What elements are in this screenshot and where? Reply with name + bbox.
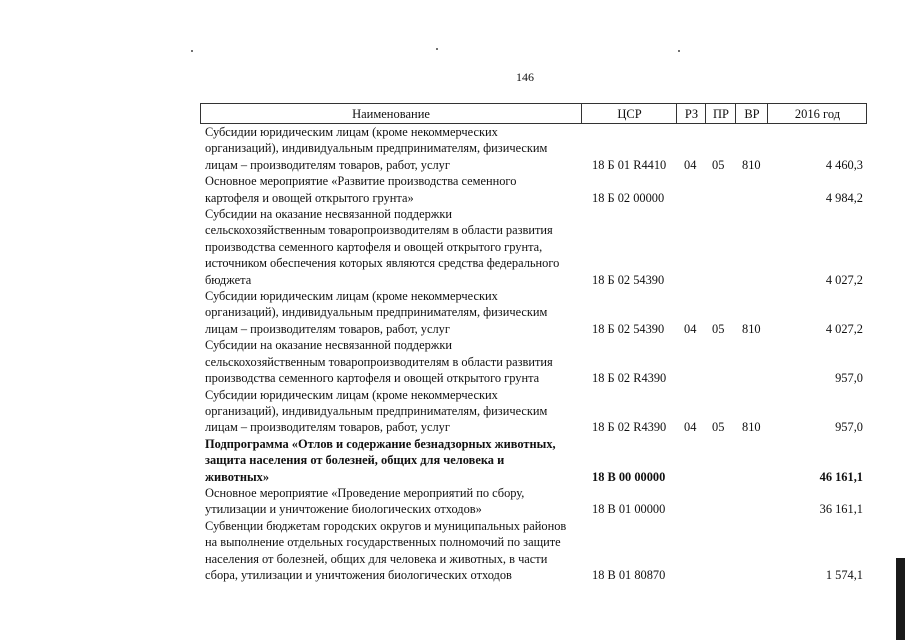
scan-speck (191, 50, 193, 52)
page-number: 146 (516, 70, 534, 84)
row-name-line: лицам – производителям товаров, работ, услуг (205, 420, 450, 435)
row-name-line: Подпрограмма «Отлов и содержание безнадзорных животных, (205, 436, 556, 451)
row-sum: 957,0 (835, 420, 863, 435)
row-name-line: Основное мероприятие «Проведение мероприятий по сбору, (205, 485, 525, 500)
row-sum: 4 984,2 (825, 190, 863, 205)
row-sum: 4 460,3 (825, 157, 863, 172)
row-rz: 04 (684, 321, 697, 336)
row-name (205, 173, 583, 206)
row-vr: 810 (742, 321, 761, 336)
table-row (0, 337, 905, 386)
row-name-line: лицам – производителям товаров, работ, услуг (205, 157, 450, 172)
row-name-line: на выполнение отдельных государственных полномочий по защите (205, 535, 561, 550)
row-name-line: бюджета (205, 272, 252, 287)
header-csr: ЦСР (581, 104, 677, 123)
row-sum: 957,0 (835, 371, 863, 386)
row-rz: 04 (684, 420, 697, 435)
row-name (205, 485, 583, 518)
row-name (205, 518, 583, 584)
row-sum: 4 027,2 (825, 321, 863, 336)
row-name (205, 206, 583, 288)
row-name-line: Субсидии юридическим лицам (кроме некоммерческих (205, 289, 498, 304)
header-year: 2016 год (767, 104, 867, 123)
row-name-line: населения от болезней, общих для человека и животных, в части (205, 551, 548, 566)
row-name (205, 337, 583, 386)
row-name-line: сельскохозяйственным товаропроизводителям в области развития (205, 223, 553, 238)
header-name: Наименование (352, 107, 430, 121)
row-code: 18 Б 02 00000 (592, 190, 665, 205)
row-name (205, 436, 583, 485)
row-name-line: Субсидии юридическим лицам (кроме некоммерческих (205, 387, 498, 402)
row-name-line: животных» (205, 469, 270, 484)
header-vr: ВР (735, 104, 768, 123)
row-name-line: Субсидии на оказание несвязанной поддержки (205, 207, 452, 222)
row-name-line: лицам – производителям товаров, работ, услуг (205, 321, 450, 336)
table-row (0, 387, 905, 436)
row-sum: 4 027,2 (825, 272, 863, 287)
table-row (0, 288, 905, 337)
row-name-line: утилизации и уничтожение биологических отходов» (205, 502, 482, 517)
row-code: 18 В 01 00000 (592, 502, 666, 517)
row-vr: 810 (742, 157, 761, 172)
row-name-line: сбора, утилизации и уничтожения биологических отходов (205, 567, 512, 582)
row-name-line: Субсидии юридическим лицам (кроме некоммерческих (205, 125, 498, 139)
table-row (0, 436, 905, 485)
row-sum: 1 574,1 (825, 567, 863, 582)
row-sum: 36 161,1 (819, 502, 863, 517)
row-name-line: картофеля и овощей открытого грунта» (205, 190, 414, 205)
row-pr: 05 (712, 157, 725, 172)
row-name-line: организаций), индивидуальным предпринимателям, физическим (205, 305, 548, 320)
header-rz: РЗ (676, 104, 706, 123)
row-pr: 05 (712, 420, 725, 435)
row-name-line: Основное мероприятие «Развитие производства семенного (205, 174, 517, 189)
row-pr: 05 (712, 321, 725, 336)
header-pr: ПР (705, 104, 736, 123)
scan-speck (678, 50, 680, 52)
table-row (0, 173, 905, 206)
table-header (200, 103, 867, 124)
row-name-line: сельскохозяйственным товаропроизводителям в области развития (205, 354, 553, 369)
row-code: 18 Б 02 54390 (592, 272, 665, 287)
table-body (0, 124, 905, 583)
row-code: 18 Б 02 R4390 (592, 371, 667, 386)
table-row (0, 518, 905, 584)
table-row (0, 206, 905, 288)
row-sum: 46 161,1 (819, 469, 863, 484)
row-name (205, 124, 583, 173)
row-rz: 04 (684, 157, 697, 172)
row-code: 18 Б 02 R4390 (592, 420, 667, 435)
row-name (205, 387, 583, 436)
row-name-line: Субвенции бюджетам городских округов и муниципальных районов (205, 518, 567, 533)
row-code: 18 В 01 80870 (592, 567, 666, 582)
row-name-line: производства семенного картофеля и овощей открытого грунта, (205, 239, 543, 254)
row-name-line: производства семенного картофеля и овощей открытого грунта (205, 371, 540, 386)
table-row (0, 485, 905, 518)
row-code: 18 Б 01 R4410 (592, 157, 667, 172)
row-vr: 810 (742, 420, 761, 435)
row-name-line: организаций), индивидуальным предпринимателям, физическим (205, 403, 548, 418)
row-name-line: защита населения от болезней, общих для человека и (205, 453, 505, 468)
row-code: 18 В 00 00000 (592, 469, 666, 484)
row-name (205, 288, 583, 337)
row-name-line: организаций), индивидуальным предпринимателям, физическим (205, 141, 548, 156)
table-row (0, 124, 905, 173)
row-name-line: Субсидии на оказание несвязанной поддержки (205, 338, 452, 353)
scan-speck (436, 48, 438, 50)
scan-edge-bar (896, 558, 905, 640)
row-code: 18 Б 02 54390 (592, 321, 665, 336)
row-name-line: источником обеспечения которых являются средства федерального (205, 256, 560, 271)
